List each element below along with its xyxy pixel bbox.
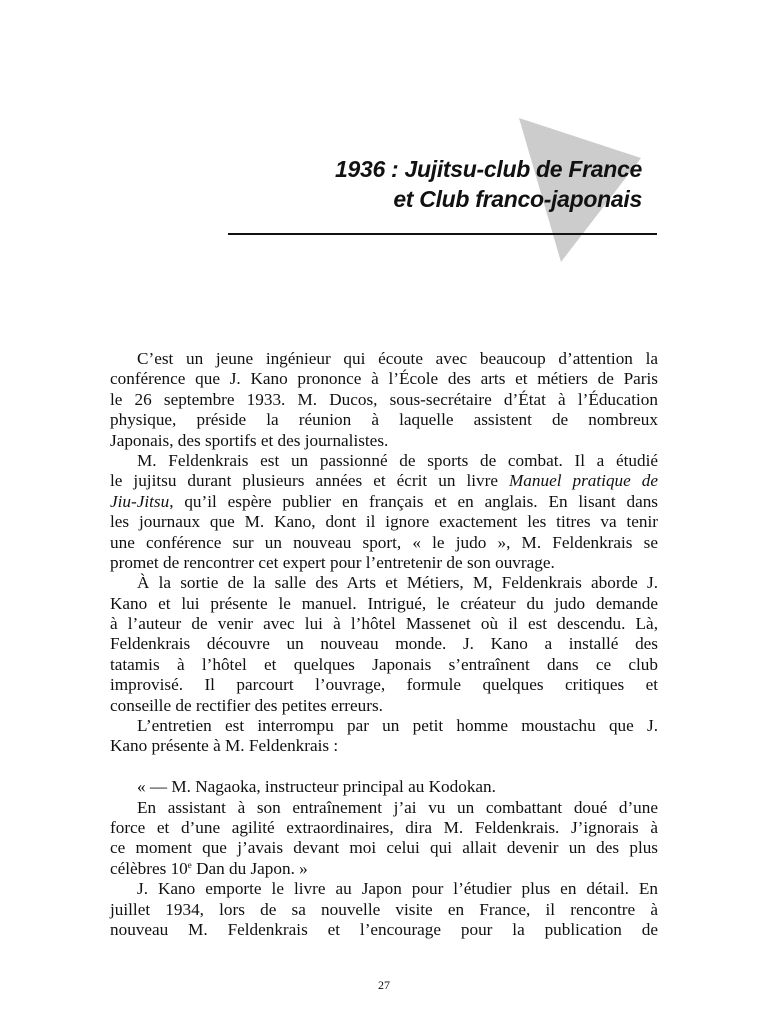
text-line: « — M. Nagaoka, instructeur principal au Kodokan.: [137, 777, 496, 797]
book-title-italic: Manuel pratique de: [508, 471, 659, 491]
text-line: M. Feldenkrais est un passionné de sports de combat. Il a étudié: [137, 450, 658, 470]
text-line: Kano et lui présente le manuel. Intrigué, le créateur du judo demande: [110, 593, 658, 613]
text-line: force et d’une agilité extraordinaires, dira M. Feldenkrais. J’ignorais à: [110, 817, 658, 837]
paragraph-1: [110, 349, 658, 451]
text-line: promet de rencontrer cet expert pour l’entretenir de son ouvrage.: [110, 552, 555, 572]
paragraph-2: [110, 451, 658, 573]
ordinal-superscript: e: [187, 859, 192, 870]
text-line: à l’auteur de venir avec lui à l’hôtel Massenet où il est descendu. Là,: [110, 614, 658, 634]
paragraph-5: [110, 777, 658, 797]
text-line: J. Kano emporte le livre au Japon pour l’étudier plus en détail. En: [137, 879, 658, 899]
paragraph-3: [110, 573, 658, 716]
book-title-italic: Jiu-Jitsu: [110, 491, 170, 511]
text-line: le 26 septembre 1933. M. Ducos, sous-secrétaire d’État à l’Éducation: [110, 389, 658, 409]
paragraph-7: [110, 879, 658, 940]
paragraph-6: [110, 798, 658, 880]
text-line: Japonais, des sportifs et des journalistes.: [110, 430, 389, 450]
text-line: [110, 859, 658, 879]
text-line: improvisé. Il parcourt l’ouvrage, formule quelques critiques et: [110, 675, 658, 695]
chapter-title-line-1: 1936 : Jujitsu-club de France: [334, 156, 642, 182]
title-underline-rule: [228, 233, 657, 235]
text-line: À la sortie de la salle des Arts et Métiers, M, Feldenkrais aborde J.: [137, 573, 658, 593]
paragraph-4: [110, 716, 658, 757]
text-segment: Dan du Japon. »: [191, 858, 308, 878]
text-segment: , qu’il espère publier en français et en anglais. En lisant dans: [169, 491, 658, 511]
chapter-title: [335, 154, 642, 214]
text-line: les journaux que M. Kano, dont il ignore exactement les titres va tenir: [110, 512, 658, 532]
text-line: conseille de rectifier des petites erreurs.: [110, 695, 383, 715]
text-line: une conférence sur un nouveau sport, « le judo », M. Feldenkrais se: [110, 532, 658, 552]
text-line: En assistant à son entraînement j’ai vu un combattant doué d’une: [137, 797, 658, 817]
text-line: nouveau M. Feldenkrais et l’encourage pour la publication de: [110, 919, 658, 939]
text-line: tatamis à l’hôtel et quelques Japonais s’entraînent dans ce club: [110, 654, 658, 674]
body-text: [110, 349, 658, 940]
text-line: Kano présente à M. Feldenkrais :: [110, 736, 339, 756]
chapter-title-line-2: et Club franco-japonais: [393, 186, 642, 212]
blank-line: [110, 757, 658, 777]
page-number: 27: [378, 978, 390, 992]
text-line: ce moment que j’avais devant moi celui qui allait devenir un des plus: [110, 838, 658, 858]
text-segment: le jujitsu durant plusieurs années et écrit un livre: [110, 471, 509, 491]
text-line: [110, 492, 658, 512]
text-line: [110, 471, 658, 491]
text-line: C’est un jeune ingénieur qui écoute avec beaucoup d’attention la: [137, 349, 658, 368]
text-line: conférence que J. Kano prononce à l’École des arts et métiers de Paris: [110, 369, 658, 389]
text-segment: célèbres 10: [110, 858, 188, 878]
text-line: physique, préside la réunion à laquelle assistent de nombreux: [110, 410, 658, 430]
text-line: Feldenkrais découvre un nouveau monde. J. Kano a installé des: [110, 634, 658, 654]
text-line: L’entretien est interrompu par un petit homme moustachu que J.: [137, 716, 658, 736]
text-line: juillet 1934, lors de sa nouvelle visite en France, il rencontre à: [110, 899, 658, 919]
